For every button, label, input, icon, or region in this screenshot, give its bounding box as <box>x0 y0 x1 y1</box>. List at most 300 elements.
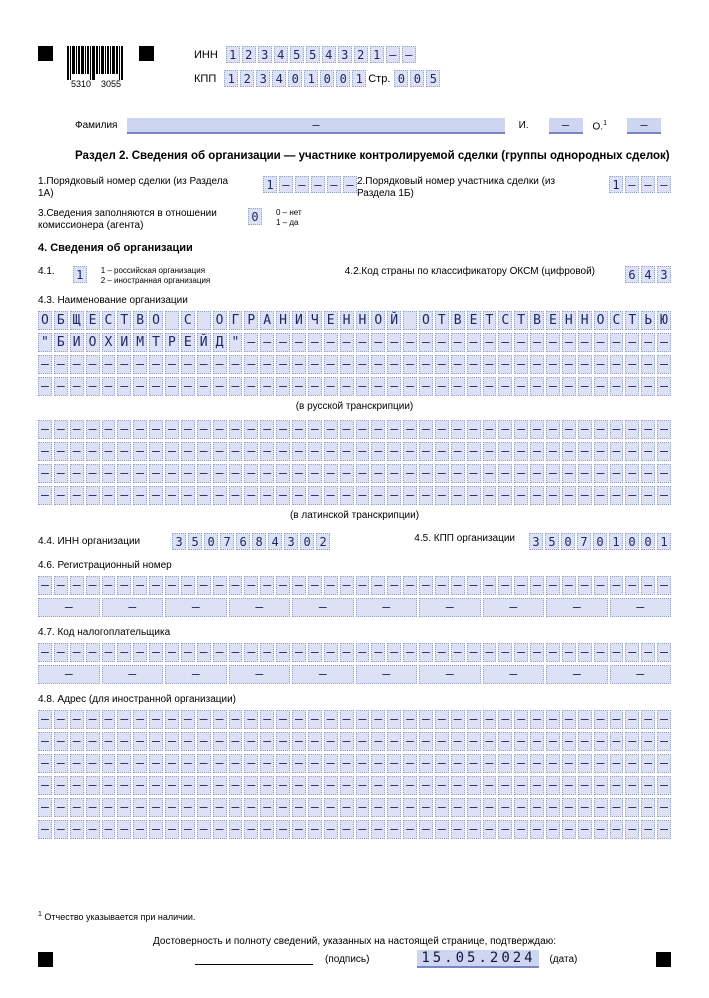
character-cell: – <box>133 820 147 839</box>
character-cell: – <box>54 576 68 595</box>
foreign-address-row[interactable] <box>38 798 671 817</box>
character-cell: – <box>229 710 243 729</box>
character-cell: О <box>419 311 433 330</box>
character-cell: – <box>403 710 417 729</box>
character-cell: – <box>371 798 385 817</box>
character-cell: – <box>260 732 274 751</box>
character-cell: – <box>149 355 163 374</box>
character-cell: – <box>594 333 608 352</box>
character-cell: – <box>419 732 433 751</box>
character-cell: – <box>498 643 512 662</box>
character-cell: В <box>133 311 147 330</box>
character-cell: – <box>483 754 497 773</box>
character-cell: – <box>356 732 370 751</box>
character-cell: – <box>594 576 608 595</box>
org-name-rus-row[interactable] <box>38 355 671 374</box>
character-cell: – <box>514 576 528 595</box>
character-cell: Е <box>181 333 195 352</box>
character-cell: – <box>133 710 147 729</box>
character-cell: – <box>530 355 544 374</box>
character-cell: – <box>276 442 290 461</box>
character-cell: – <box>610 754 624 773</box>
character-cell: – <box>292 754 306 773</box>
character-cell: – <box>38 820 52 839</box>
character-cell: – <box>308 333 322 352</box>
character-cell: – <box>54 464 68 483</box>
character-cell: – <box>610 355 624 374</box>
character-cell: – <box>467 576 481 595</box>
character-cell: – <box>435 754 449 773</box>
field45-org-kpp[interactable] <box>529 533 671 550</box>
character-cell: – <box>308 732 322 751</box>
character-cell: С <box>610 311 624 330</box>
character-cell: О <box>594 311 608 330</box>
character-cell: – <box>260 486 274 505</box>
character-cell: – <box>213 355 227 374</box>
character-cell: – <box>86 576 100 595</box>
character-cell: – <box>546 442 560 461</box>
character-cell: 7 <box>220 533 234 550</box>
field47-label: 4.7. Код налогоплательщика <box>38 627 171 638</box>
page-number-field[interactable] <box>394 70 440 87</box>
character-cell: – <box>594 754 608 773</box>
character-cell: – <box>371 377 385 396</box>
character-cell: – <box>70 820 84 839</box>
character-cell: 1 <box>609 533 623 550</box>
character-cell: – <box>54 486 68 505</box>
character-cell: 6 <box>236 533 250 550</box>
character-cell: – <box>244 464 258 483</box>
character-cell: – <box>165 776 179 795</box>
character-cell: – <box>594 776 608 795</box>
character-cell: – <box>133 732 147 751</box>
field1-deal-number[interactable] <box>263 176 357 193</box>
character-cell: – <box>435 420 449 439</box>
character-cell: – <box>244 442 258 461</box>
character-cell: – <box>514 643 528 662</box>
character-cell: – <box>435 333 449 352</box>
character-cell: – <box>451 333 465 352</box>
character-cell: – <box>610 377 624 396</box>
character-cell: 1 <box>224 70 238 87</box>
character-cell: – <box>197 643 211 662</box>
character-cell: – <box>530 754 544 773</box>
character-cell: – <box>562 754 576 773</box>
org-name-lat-row[interactable] <box>38 486 671 505</box>
character-cell: – <box>546 576 560 595</box>
character-cell: – <box>578 333 592 352</box>
inn-label: ИНН <box>194 48 218 61</box>
field44-org-inn[interactable] <box>172 533 330 550</box>
character-cell: – <box>594 643 608 662</box>
character-cell: 0 <box>248 208 262 225</box>
character-cell <box>197 311 211 330</box>
character-cell: – <box>356 776 370 795</box>
character-cell: Е <box>86 311 100 330</box>
section-title: Раздел 2. Сведения об организации — участнике контролируемой сделки (группы однородных сделок) <box>75 150 670 162</box>
character-cell: – <box>467 798 481 817</box>
character-cell: И <box>292 311 306 330</box>
registration-mark-top-left <box>38 46 53 61</box>
character-cell: – <box>292 598 354 617</box>
character-cell: – <box>54 377 68 396</box>
character-cell: – <box>244 820 258 839</box>
character-cell: Ч <box>308 311 322 330</box>
character-cell: – <box>86 710 100 729</box>
character-cell: – <box>451 710 465 729</box>
character-cell: – <box>197 754 211 773</box>
character-cell: – <box>403 464 417 483</box>
character-cell: – <box>419 486 433 505</box>
character-cell: Е <box>467 311 481 330</box>
character-cell: – <box>578 442 592 461</box>
character-cell: – <box>625 710 639 729</box>
org-name-lat-row[interactable] <box>38 464 671 483</box>
field42-country-code[interactable] <box>625 266 671 283</box>
character-cell: – <box>244 486 258 505</box>
character-cell: Т <box>435 311 449 330</box>
character-cell: – <box>387 776 401 795</box>
character-cell: – <box>483 377 497 396</box>
character-cell: – <box>530 710 544 729</box>
character-cell: – <box>657 442 671 461</box>
character-cell: – <box>197 776 211 795</box>
character-cell: – <box>514 776 528 795</box>
character-cell: – <box>403 754 417 773</box>
character-cell: – <box>387 643 401 662</box>
character-cell: – <box>292 665 354 684</box>
field41-legend <box>101 266 211 285</box>
character-cell: – <box>102 464 116 483</box>
character-cell: – <box>657 486 671 505</box>
character-cell: – <box>324 333 338 352</box>
org-name-lat-row[interactable] <box>38 442 671 461</box>
character-cell: – <box>133 776 147 795</box>
character-cell: – <box>483 776 497 795</box>
character-cell: 1 <box>263 176 277 193</box>
character-cell: Й <box>387 311 401 330</box>
character-cell: 4 <box>268 533 282 550</box>
character-cell: – <box>54 798 68 817</box>
character-cell: – <box>86 355 100 374</box>
character-cell: – <box>38 355 52 374</box>
org-name-rus-row[interactable] <box>38 377 671 396</box>
character-cell: 1 <box>370 46 384 63</box>
character-cell: – <box>102 355 116 374</box>
character-cell: 0 <box>336 70 350 87</box>
character-cell: – <box>86 754 100 773</box>
org-name-russian-grid <box>38 311 671 396</box>
character-cell: – <box>70 486 84 505</box>
character-cell: – <box>419 643 433 662</box>
character-cell: – <box>657 710 671 729</box>
character-cell: – <box>276 576 290 595</box>
character-cell: Б <box>54 333 68 352</box>
character-cell: – <box>276 820 290 839</box>
character-cell: – <box>229 754 243 773</box>
character-cell: И <box>117 333 131 352</box>
taxpayer-code-row-short[interactable] <box>38 665 671 684</box>
character-cell: – <box>403 355 417 374</box>
character-cell: – <box>594 377 608 396</box>
org-name-rus-row[interactable] <box>38 311 671 330</box>
character-cell: – <box>562 798 576 817</box>
character-cell: – <box>181 820 195 839</box>
taxpayer-code-row[interactable] <box>38 643 671 662</box>
character-cell: – <box>229 665 291 684</box>
character-cell: – <box>657 798 671 817</box>
character-cell: Д <box>213 333 227 352</box>
character-cell: С <box>102 311 116 330</box>
character-cell: – <box>514 732 528 751</box>
character-cell: – <box>387 333 401 352</box>
initial-field[interactable]: – <box>549 118 583 134</box>
character-cell: – <box>451 798 465 817</box>
character-cell: – <box>70 442 84 461</box>
character-cell: О <box>213 311 227 330</box>
character-cell: – <box>38 665 100 684</box>
character-cell: – <box>435 377 449 396</box>
kpp-field[interactable] <box>224 70 366 87</box>
character-cell: – <box>165 464 179 483</box>
character-cell: 1 <box>352 70 366 87</box>
character-cell: – <box>356 576 370 595</box>
character-cell: – <box>340 576 354 595</box>
character-cell: – <box>70 464 84 483</box>
character-cell: – <box>610 420 624 439</box>
patronymic-field[interactable]: – <box>627 118 661 134</box>
foreign-address-row[interactable] <box>38 710 671 729</box>
character-cell: – <box>213 377 227 396</box>
character-cell: – <box>260 442 274 461</box>
barcode-numbers <box>67 79 125 89</box>
character-cell: – <box>562 377 576 396</box>
footnote-reference: 1 <box>603 120 607 128</box>
character-cell: – <box>70 420 84 439</box>
character-cell: – <box>260 798 274 817</box>
character-cell: – <box>356 442 370 461</box>
character-cell: – <box>133 377 147 396</box>
character-cell: – <box>324 355 338 374</box>
character-cell: – <box>625 464 639 483</box>
character-cell: – <box>483 598 545 617</box>
initial-label: И. <box>518 120 529 131</box>
character-cell: – <box>244 355 258 374</box>
character-cell: – <box>149 776 163 795</box>
character-cell: – <box>213 420 227 439</box>
character-cell: – <box>102 798 116 817</box>
character-cell: – <box>38 464 52 483</box>
kpp-label: КПП <box>194 72 217 85</box>
character-cell: – <box>70 377 84 396</box>
field3-label-line2: комиссионера (агента) <box>38 220 144 231</box>
character-cell: – <box>308 754 322 773</box>
surname-field[interactable]: – <box>127 118 504 134</box>
foreign-address-row[interactable] <box>38 776 671 795</box>
character-cell: – <box>498 464 512 483</box>
field3-flag[interactable] <box>248 208 262 225</box>
character-cell: – <box>324 710 338 729</box>
character-cell: – <box>279 176 293 193</box>
character-cell: – <box>356 820 370 839</box>
character-cell: – <box>340 710 354 729</box>
character-cell: – <box>625 732 639 751</box>
character-cell: – <box>295 176 309 193</box>
surname-row <box>38 118 671 134</box>
foreign-address-row[interactable] <box>38 820 671 839</box>
character-cell: – <box>165 355 179 374</box>
character-cell: – <box>610 665 672 684</box>
character-cell: – <box>324 377 338 396</box>
character-cell: – <box>514 464 528 483</box>
character-cell: – <box>229 377 243 396</box>
field47-grid <box>38 643 671 684</box>
character-cell: – <box>467 442 481 461</box>
character-cell: – <box>308 486 322 505</box>
character-cell: – <box>117 464 131 483</box>
character-cell: – <box>260 464 274 483</box>
character-cell: – <box>483 420 497 439</box>
character-cell: – <box>244 710 258 729</box>
character-cell: – <box>213 576 227 595</box>
character-cell: – <box>70 355 84 374</box>
field2-label: 2.Порядковый номер участника сделки (из Раздела 1Б) <box>356 176 556 199</box>
character-cell: – <box>467 486 481 505</box>
field48-grid <box>38 710 671 839</box>
character-cell: – <box>324 732 338 751</box>
character-cell: – <box>38 732 52 751</box>
character-cell: – <box>340 486 354 505</box>
character-cell: – <box>451 464 465 483</box>
registration-number-row-short[interactable] <box>38 598 671 617</box>
character-cell <box>403 311 417 330</box>
character-cell: – <box>197 355 211 374</box>
character-cell: – <box>324 798 338 817</box>
character-cell: – <box>387 420 401 439</box>
character-cell: 3 <box>256 70 270 87</box>
character-cell: – <box>149 798 163 817</box>
character-cell: – <box>292 420 306 439</box>
character-cell: – <box>340 377 354 396</box>
character-cell: – <box>292 820 306 839</box>
character-cell: 3 <box>284 533 298 550</box>
character-cell: – <box>340 442 354 461</box>
character-cell: 4 <box>641 266 655 283</box>
character-cell: – <box>213 732 227 751</box>
character-cell: – <box>292 798 306 817</box>
character-cell: – <box>419 754 433 773</box>
character-cell: – <box>292 710 306 729</box>
character-cell: – <box>387 576 401 595</box>
character-cell: – <box>435 464 449 483</box>
character-cell: – <box>70 776 84 795</box>
character-cell: – <box>308 442 322 461</box>
character-cell: – <box>181 355 195 374</box>
character-cell: – <box>514 486 528 505</box>
character-cell: – <box>483 333 497 352</box>
character-cell: – <box>451 820 465 839</box>
character-cell: – <box>324 420 338 439</box>
character-cell: – <box>625 333 639 352</box>
character-cell: – <box>260 377 274 396</box>
character-cell: – <box>641 754 655 773</box>
inn-kpp-block <box>194 46 440 94</box>
character-cell: – <box>181 643 195 662</box>
character-cell: 4 <box>274 46 288 63</box>
character-cell: – <box>625 576 639 595</box>
registration-number-row[interactable] <box>38 576 671 595</box>
character-cell: – <box>308 355 322 374</box>
character-cell: – <box>276 355 290 374</box>
signature-row <box>38 950 671 968</box>
character-cell: – <box>38 776 52 795</box>
date-field[interactable]: 15.05.2024 <box>417 950 539 968</box>
field2-participant-number[interactable] <box>609 176 671 193</box>
character-cell: – <box>610 798 624 817</box>
character-cell: – <box>165 598 227 617</box>
character-cell: – <box>657 176 671 193</box>
character-cell: – <box>181 442 195 461</box>
barcode-number-left: 5310 <box>71 79 92 89</box>
character-cell: – <box>54 420 68 439</box>
org-name-rus-row[interactable] <box>38 333 671 352</box>
character-cell: 0 <box>394 70 408 87</box>
character-cell: – <box>165 420 179 439</box>
character-cell: – <box>340 643 354 662</box>
character-cell: – <box>324 643 338 662</box>
character-cell: Т <box>117 311 131 330</box>
character-cell: – <box>356 643 370 662</box>
field46-label: 4.6. Регистрационный номер <box>38 560 172 571</box>
character-cell: – <box>419 355 433 374</box>
character-cell: – <box>244 798 258 817</box>
character-cell: – <box>340 820 354 839</box>
character-cell: – <box>419 598 481 617</box>
foreign-address-row[interactable] <box>38 754 671 773</box>
character-cell: 8 <box>252 533 266 550</box>
signature-line[interactable] <box>195 953 313 965</box>
field41-org-type[interactable] <box>73 266 87 283</box>
inn-field[interactable] <box>226 46 416 63</box>
character-cell: – <box>181 377 195 396</box>
character-cell: – <box>86 486 100 505</box>
character-cell: – <box>70 798 84 817</box>
character-cell: Й <box>197 333 211 352</box>
character-cell: – <box>403 420 417 439</box>
character-cell: – <box>451 754 465 773</box>
field42-label: 4.2.Код страны по классификатору ОКСМ (цифровой) <box>344 266 595 277</box>
character-cell: – <box>483 820 497 839</box>
character-cell: – <box>578 464 592 483</box>
character-cell: – <box>292 732 306 751</box>
character-cell: – <box>387 798 401 817</box>
character-cell: – <box>371 710 385 729</box>
character-cell: – <box>213 820 227 839</box>
org-name-lat-row[interactable] <box>38 420 671 439</box>
character-cell: – <box>403 776 417 795</box>
character-cell: Н <box>562 311 576 330</box>
character-cell: – <box>356 333 370 352</box>
character-cell: – <box>483 576 497 595</box>
character-cell: – <box>292 576 306 595</box>
character-cell: – <box>244 643 258 662</box>
character-cell: – <box>435 820 449 839</box>
character-cell: – <box>117 377 131 396</box>
character-cell: – <box>213 754 227 773</box>
foreign-address-row[interactable] <box>38 732 671 751</box>
character-cell: – <box>451 732 465 751</box>
character-cell: – <box>387 486 401 505</box>
